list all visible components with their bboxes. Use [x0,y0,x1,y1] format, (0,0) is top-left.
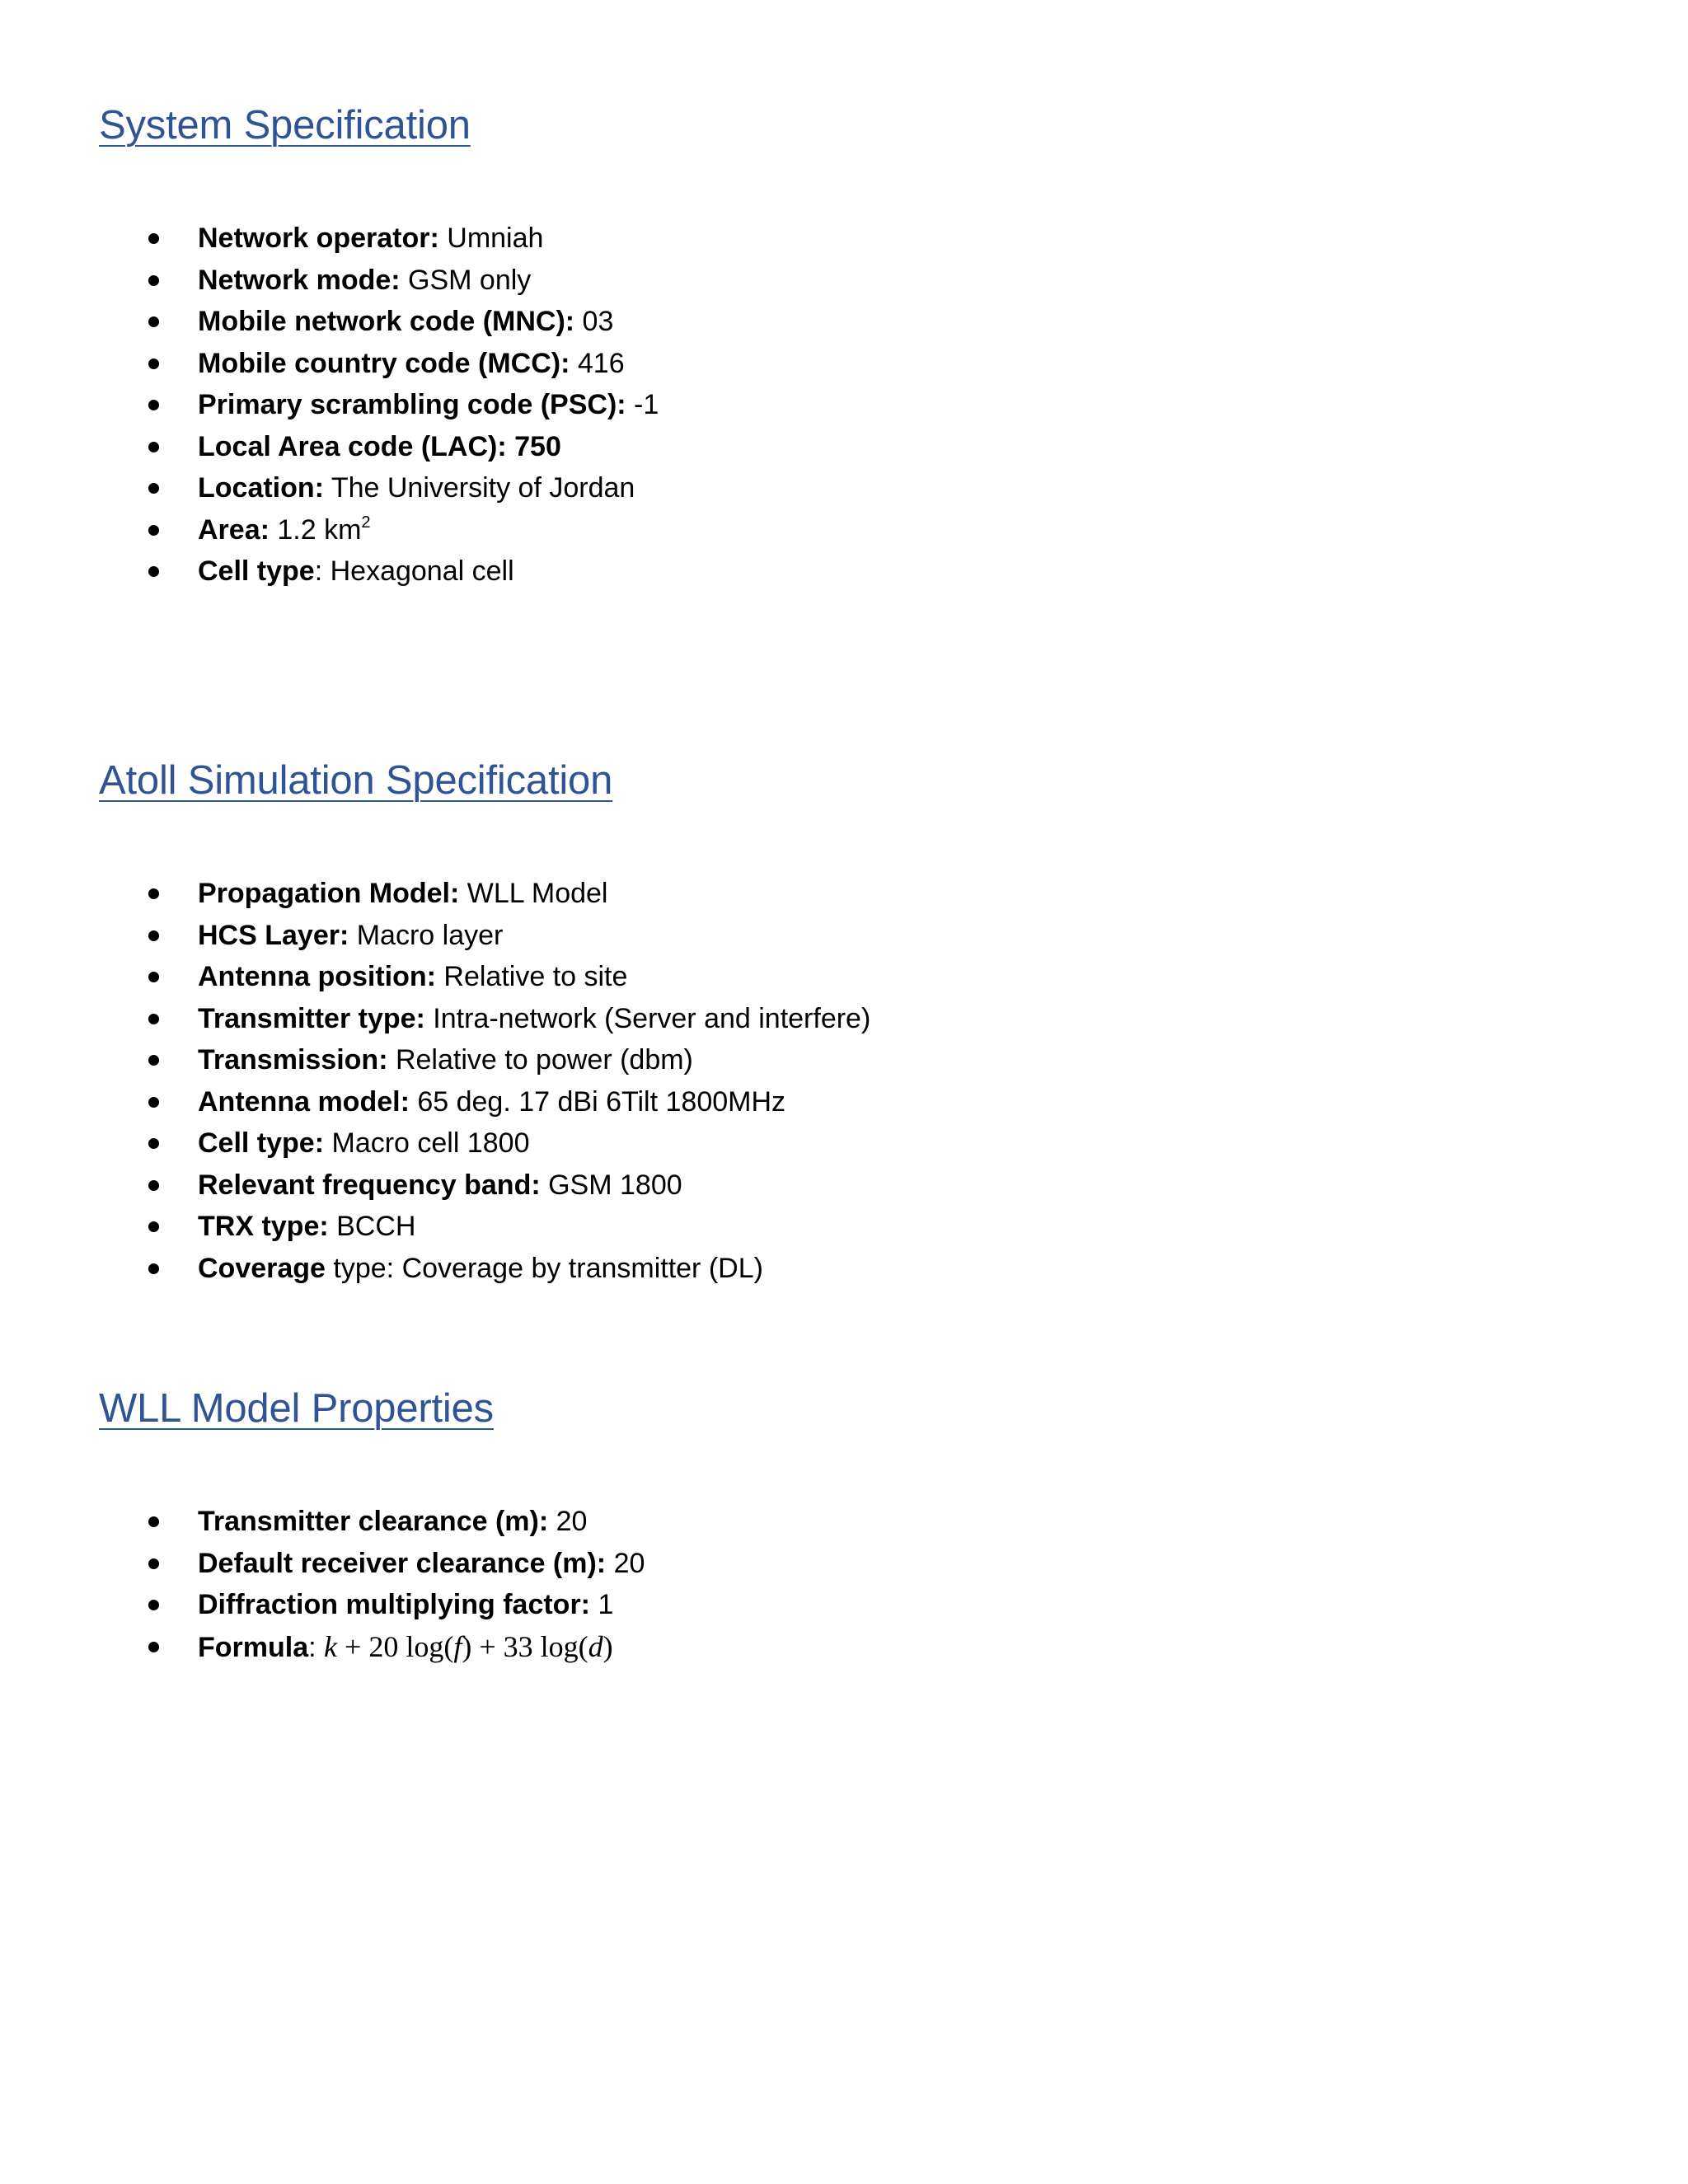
list-item [99,260,659,302]
item-label: Transmission: [198,1044,388,1076]
bullet-icon [148,483,159,494]
item-label: Coverage [198,1252,326,1284]
list-item [99,384,659,426]
item-label: Cell type [198,555,315,587]
item-label: Cell type: [198,1127,325,1159]
formula-part: ) + 33 log( [462,1629,588,1663]
list-item [99,1122,870,1165]
atoll-spec-list [99,873,870,1289]
list-item [99,1543,645,1585]
item-label: Propagation Model: [198,878,460,909]
item-label: Area: [198,513,270,546]
list-item [99,509,659,551]
item-value: GSM only [400,264,532,296]
item-label: Antenna position: [198,961,436,992]
list-item [99,301,659,343]
item-label: Network operator: [198,223,439,254]
bullet-icon [148,1014,159,1024]
list-item [99,998,870,1040]
item-value: Relative to site [435,961,628,992]
item-label: Transmitter clearance (m): [198,1506,549,1537]
item-value: Intra-network (Server and interfere) [424,1002,871,1034]
formula-var-f: f [453,1629,462,1663]
bullet-icon [148,442,159,452]
bullet-icon [148,1138,159,1149]
item-value: Macro cell 1800 [324,1127,530,1159]
item-value: 416 [570,347,625,379]
item-value: The University of Jordan [323,472,635,504]
list-item-formula [99,1626,645,1668]
item-label: Primary scrambling code (PSC): [198,389,626,420]
list-item [99,1081,870,1123]
list-item [99,1165,870,1207]
system-spec-section [99,101,1582,587]
atoll-spec-section [99,756,1582,1284]
bullet-icon [148,316,159,327]
item-value: 20 [606,1547,645,1579]
item-label: Formula [198,1631,309,1663]
atoll-spec-heading: Atoll Simulation Specification [99,758,613,803]
list-item [99,551,659,593]
item-value: Relative to power (dbm) [387,1044,693,1076]
item-label: Transmitter type: [198,1002,425,1034]
bullet-icon [148,1055,159,1066]
bullet-icon [148,1221,159,1232]
bullet-icon [148,888,159,899]
wll-props-section [99,1384,1582,1663]
list-item [99,467,659,509]
wll-props-heading: WLL Model Properties [99,1386,494,1431]
bullet-icon [148,1097,159,1108]
list-item [99,956,870,998]
list-item [99,426,659,468]
item-label: Network mode: [198,264,401,296]
bullet-icon [148,1642,159,1652]
bullet-icon [148,400,159,410]
item-separator: : [308,1631,325,1663]
item-value: BCCH [328,1211,416,1242]
list-item [99,218,659,260]
item-value: 1.2 km [269,513,362,546]
item-label: Default receiver clearance (m): [198,1547,607,1579]
item-label: Location: [198,472,324,504]
list-item [99,1039,870,1081]
item-label: Mobile country code (MCC): [198,347,570,379]
bullet-icon [148,1263,159,1274]
list-item [99,1501,645,1543]
bullet-icon [148,525,159,536]
bullet-icon [148,1180,159,1191]
list-item [99,1584,645,1626]
item-label: Antenna model: [198,1085,410,1118]
formula-part: ) [603,1629,613,1663]
bullet-icon [148,1600,159,1610]
bullet-icon [148,359,159,369]
bullet-icon [148,233,159,244]
bullet-icon [148,1516,159,1527]
bullet-icon [148,1558,159,1569]
item-value: 65 deg. 17 dBi 6Tilt 1800MHz [409,1085,786,1118]
item-value: 1 [590,1589,614,1620]
superscript: 2 [361,513,371,532]
item-value: type: Coverage by transmitter (DL) [325,1252,763,1284]
formula-part: + 20 log( [337,1629,454,1663]
bullet-icon [148,972,159,982]
system-spec-heading: System Specification [99,103,471,148]
item-value: 03 [574,306,614,337]
item-label: Relevant frequency band: [198,1169,541,1201]
item-value: WLL Model [459,878,608,909]
list-item [99,1248,870,1290]
item-label: TRX type: [198,1211,329,1242]
item-value: GSM 1800 [540,1169,682,1201]
item-label: Local Area code (LAC): 750 [198,430,561,462]
bullet-icon [148,275,159,286]
item-value: Umniah [438,223,544,254]
list-item [99,1206,870,1248]
formula-var-k: k [324,1629,338,1663]
bullet-icon [148,566,159,577]
item-label: Mobile network code (MNC): [198,306,575,337]
list-item [99,915,870,957]
formula-var-d: d [588,1629,603,1663]
formula-expression [324,1630,613,1663]
item-label: HCS Layer: [198,919,349,951]
item-value: Macro layer [349,919,504,951]
wll-props-list [99,1501,645,1667]
list-item [99,873,870,915]
item-value: -1 [626,389,659,420]
item-label: Diffraction multiplying factor: [198,1589,590,1620]
item-value: : Hexagonal cell [314,555,514,587]
system-spec-list [99,218,659,593]
bullet-icon [148,930,159,941]
item-value: 20 [548,1506,588,1537]
list-item [99,343,659,385]
